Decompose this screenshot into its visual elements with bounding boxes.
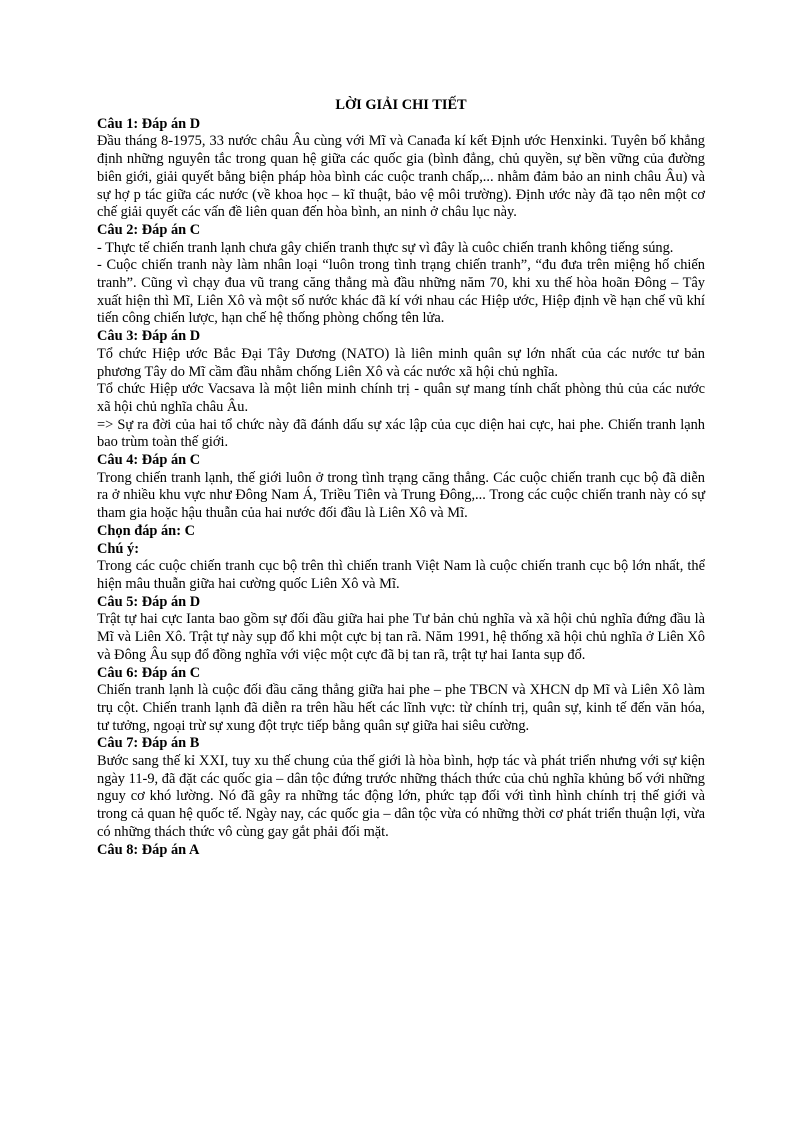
question-7-heading: Câu 7: Đáp án B: [97, 735, 200, 752]
question-4-explanation: Trong chiến tranh lạnh, thế giới luôn ở trong tình trạng căng thẳng. Các cuộc chiến tranh cục bộ đã diễn ra ở nhiều khu vực như Đông Nam Á, Triều Tiên và Trung Đông,... Trong các cuộc chiến tranh này có sự tham gia hoặc hậu thuẫn của hai nước đối đầu là Liên Xô và Mĩ.: [97, 469, 705, 522]
question-1-heading: Câu 1: Đáp án D: [97, 115, 201, 132]
question-5-explanation: Trật tự hai cực Ianta bao gồm sự đối đầu giữa hai phe Tư bản chủ nghĩa và xã hội chủ nghĩa đứng đầu là Mĩ và Liên Xô. Trật tự này sụp đổ khi một cực bị tan rã. Năm 1991, hệ thống xã hội chủ nghĩa ở Liên Xô và Đông Âu sụp đổ đồng nghĩa với việc một cực đã bị tan rã, trật tự hai Ianta sụp đổ.: [97, 611, 705, 663]
question-3-heading: Câu 3: Đáp án D: [97, 328, 201, 345]
question-3-explanation-part-1: Tổ chức Hiệp ước Bắc Đại Tây Dương (NATO) là liên minh quân sự lớn nhất của các nước tư bản phương Tây do Mĩ cầm đầu nhằm chống Liên Xô và các nước xã hội chủ nghĩa.: [97, 345, 705, 380]
question-6-explanation: Chiến tranh lạnh là cuộc đối đầu căng thẳng giữa hai phe – phe TBCN và XHCN dp Mĩ và Liên Xô làm trụ cột. Chiến tranh lạnh đã diễn ra trên hầu hết các lĩnh vực: từ chính trị, quân sự, kinh tế đến văn hóa, tư tưởng, ngoại trừ sự xung đột trực tiếp bằng quân sự giữa hai siêu cường.: [97, 682, 705, 734]
question-4-note-heading: Chú ý:: [97, 540, 139, 557]
question-4-heading: Câu 4: Đáp án C: [97, 452, 201, 469]
document-page: [97, 97, 705, 859]
question-1-explanation: Đầu tháng 8-1975, 33 nước châu Âu cùng với Mĩ và Canađa kí kết Định ước Henxinki. Tuyên bố khẳng định những nguyên tắc trong quan hệ giữa các quốc gia (bình đẳng, chủ quyền, sự bền vững của đường biên giới, giải quyết bằng biện pháp hòa bình các cuộc tranh chấp,... nhằm đảm bảo an ninh châu Âu) và sự hợ p tác giữa các nước (về khoa học – kĩ thuật, bảo vệ môi trường). Định ước này đã tạo nên một cơ chế giải quyết các vấn đề liên quan đến hòa bình, an ninh ở châu lục này.: [97, 133, 705, 221]
question-2-heading: Câu 2: Đáp án C: [97, 221, 201, 238]
question-4-note: Trong các cuộc chiến tranh cục bộ trên thì chiến tranh Việt Nam là cuộc chiến tranh cục bộ lớn nhất, thể hiện mâu thuẫn giữa hai cường quốc Liên Xô và Mĩ.: [97, 558, 705, 592]
question-7-explanation: Bước sang thế kỉ XXI, tuy xu thế chung của thế giới là hòa bình, hợp tác và phát triển nhưng với sự kiện ngày 11-9, đã đặt các quốc gia – dân tộc đứng trước những thách thức của chủ nghĩa khủng bố với những nguy cơ khó lường. Nó đã gây ra những tác động lớn, phức tạp đối với tình hình chính trị thế giới và trong cả quan hệ quốc tế. Ngày nay, các quốc gia – dân tộc vừa có những thời cơ phát triển thuận lợi, vừa có những thách thức vô cùng gay gắt phải đối mặt.: [97, 753, 705, 840]
question-3-conclusion: => Sự ra đời của hai tổ chức này đã đánh dấu sự xác lập của cục diện hai cực, hai phe. Chiến tranh lạnh bao trùm toàn thế giới.: [97, 416, 705, 451]
question-5-heading: Câu 5: Đáp án D: [97, 593, 201, 610]
question-6-heading: Câu 6: Đáp án C: [97, 664, 201, 681]
question-4-answer: Chọn đáp án: C: [97, 522, 195, 539]
document-title: LỜI GIẢI CHI TIẾT: [335, 97, 467, 113]
question-2-explanation-part-1: - Thực tế chiến tranh lạnh chưa gây chiến tranh thực sự vì đây là cuôc chiến tranh không tiếng súng.: [97, 239, 674, 256]
question-3-explanation-part-2: Tổ chức Hiệp ước Vacsava là một liên minh chính trị - quân sự mang tính chất phòng thủ của các nước xã hội chủ nghĩa châu Âu.: [97, 381, 705, 415]
question-8-heading: Câu 8: Đáp án A: [97, 841, 200, 858]
question-2-explanation-part-2: - Cuộc chiến tranh này làm nhân loại “luôn trong tình trạng chiến tranh”, “đu đưa trên miệng hố chiến tranh”. Cũng vì chạy đua vũ trang căng thẳng mà đầu những năm 70, khi xu thế hòa hoãn Đông – Tây xuất hiện thì Mĩ, Liên Xô và một số nước khác đã kí với nhau các Hiệp ước, Hiệp định về hạn chế vũ khí tiến công chiến lược, hạn chế hệ thống phòng chống tên lửa.: [97, 257, 705, 327]
